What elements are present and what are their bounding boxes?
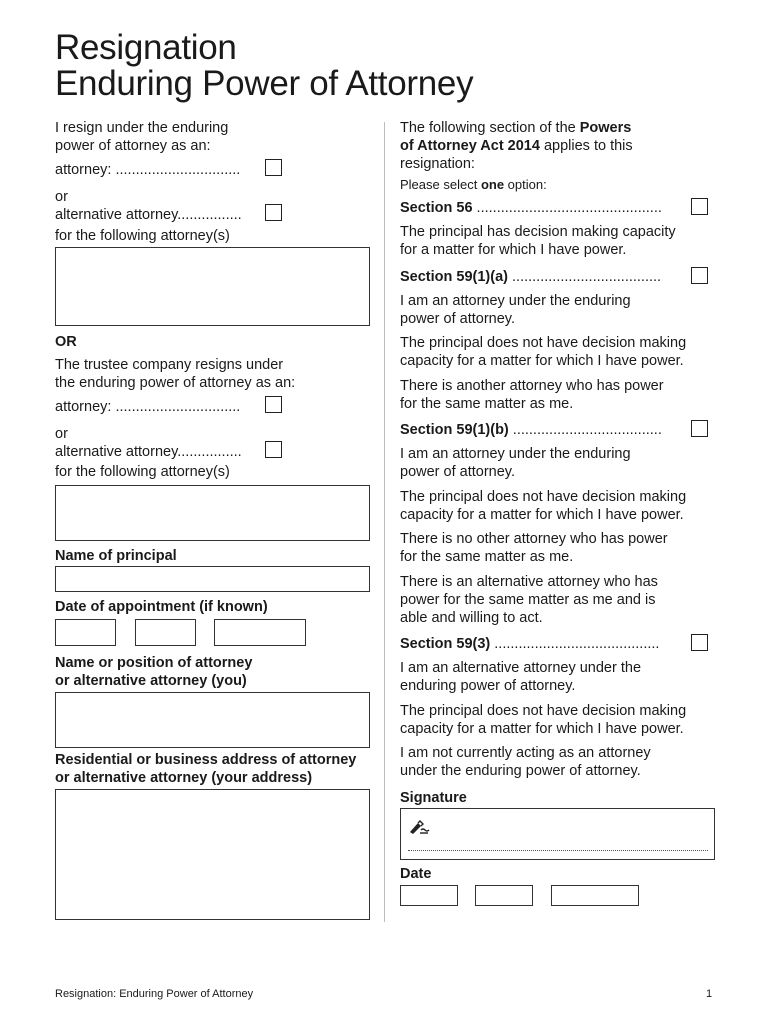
address-line-2: or alternative attorney (your address) bbox=[55, 770, 313, 786]
trustee-attorney-option-label: attorney: ............................... bbox=[55, 399, 241, 415]
name-position-line-2: or alternative attorney (you) bbox=[55, 673, 247, 689]
section-56-option bbox=[400, 199, 662, 217]
signature-field[interactable] bbox=[400, 808, 715, 860]
signature-label: Signature bbox=[400, 790, 467, 806]
pen-hand-icon bbox=[408, 819, 430, 835]
act-intro-text bbox=[400, 119, 633, 173]
page-title bbox=[55, 30, 473, 102]
address-label bbox=[55, 751, 356, 787]
section-56-heading: Section 56 bbox=[400, 200, 473, 216]
select-post: option: bbox=[504, 177, 547, 192]
intro-line-1: I resign under the enduring bbox=[55, 120, 229, 136]
s59-1b-p4-line-2: power for the same matter as me and is bbox=[400, 592, 656, 608]
trustee-for-following-attorneys-label: for the following attorney(s) bbox=[55, 464, 230, 480]
appointment-year-field[interactable] bbox=[214, 619, 306, 646]
s59-1a-p3-line-2: for the same matter as me. bbox=[400, 396, 574, 412]
appointment-day-field[interactable] bbox=[55, 619, 116, 646]
section-56-checkbox[interactable] bbox=[691, 198, 708, 215]
trustee-line-1: The trustee company resigns under bbox=[55, 357, 284, 373]
alternative-attorney-option-label: alternative attorney................ bbox=[55, 207, 242, 223]
s59-1b-p1-line-2: power of attorney. bbox=[400, 464, 515, 480]
date-of-appointment-label: Date of appointment (if known) bbox=[55, 599, 268, 615]
page-number: 1 bbox=[706, 988, 713, 1000]
section-59-1b-p2 bbox=[400, 488, 686, 524]
s59-3-p2-line-1: The principal does not have decision making bbox=[400, 703, 687, 719]
s59-1b-p2-line-2: capacity for a matter for which I have power. bbox=[400, 507, 684, 523]
following-attorneys-field[interactable] bbox=[55, 247, 370, 326]
section-59-3-p3 bbox=[400, 744, 651, 780]
section-59-3-heading: Section 59(3) bbox=[400, 636, 491, 652]
act-intro-line-2 bbox=[400, 137, 633, 155]
select-one-instruction bbox=[400, 176, 547, 194]
date-day-field[interactable] bbox=[400, 885, 458, 906]
for-following-attorneys-label: for the following attorney(s) bbox=[55, 228, 230, 244]
section-59-1b-option bbox=[400, 421, 662, 439]
act-intro-line-1-pre: The following section of the bbox=[400, 120, 580, 136]
date-year-field[interactable] bbox=[551, 885, 639, 906]
footer-title: Resignation: Enduring Power of Attorney bbox=[55, 988, 254, 1000]
s59-1b-p4-line-1: There is an alternative attorney who has bbox=[400, 574, 658, 590]
s59-1b-p1-line-1: I am an attorney under the enduring bbox=[400, 446, 631, 462]
act-intro-line-1 bbox=[400, 119, 633, 137]
s59-1a-p2-line-2: capacity for a matter for which I have power. bbox=[400, 353, 684, 369]
section-59-3-checkbox[interactable] bbox=[691, 634, 708, 651]
section-59-1b-p1 bbox=[400, 445, 631, 481]
section-56-dots: .............................................. bbox=[472, 200, 662, 216]
s59-3-p1-line-1: I am an alternative attorney under the bbox=[400, 660, 642, 676]
signature-line bbox=[408, 850, 708, 851]
section-59-3-p1 bbox=[400, 659, 641, 695]
select-pre: Please select bbox=[400, 177, 481, 192]
section-59-3-dots: ......................................... bbox=[490, 636, 660, 652]
section-59-1b-heading: Section 59(1)(b) bbox=[400, 422, 509, 438]
intro-line-2: power of attorney as an: bbox=[55, 138, 211, 154]
act-intro-line-1-bold: Powers bbox=[579, 120, 632, 136]
s59-1a-p1-line-1: I am an attorney under the enduring bbox=[400, 293, 631, 309]
section-59-1b-p4 bbox=[400, 573, 658, 627]
s59-3-p1-line-2: enduring power of attorney. bbox=[400, 678, 576, 694]
or-heading: OR bbox=[55, 334, 77, 350]
trustee-line-2: the enduring power of attorney as an: bbox=[55, 375, 296, 391]
trustee-or-label: or bbox=[55, 426, 68, 442]
s59-3-p3-line-2: under the enduring power of attorney. bbox=[400, 763, 641, 779]
name-position-line-1: Name or position of attorney bbox=[55, 655, 253, 671]
name-position-label bbox=[55, 654, 252, 690]
address-line-1: Residential or business address of attorney bbox=[55, 752, 357, 768]
or-label: or bbox=[55, 189, 68, 205]
trustee-alternative-attorney-checkbox[interactable] bbox=[265, 441, 282, 458]
act-name: of Attorney Act 2014 bbox=[400, 138, 540, 154]
s56-p1-line-2: for a matter for which I have power. bbox=[400, 242, 627, 258]
select-bold: one bbox=[480, 177, 505, 192]
act-intro-line-3: resignation: bbox=[400, 156, 475, 172]
s59-1b-p3-line-2: for the same matter as me. bbox=[400, 549, 574, 565]
section-59-1a-checkbox[interactable] bbox=[691, 267, 708, 284]
appointment-month-field[interactable] bbox=[135, 619, 196, 646]
section-59-1a-option bbox=[400, 268, 661, 286]
section-59-1b-checkbox[interactable] bbox=[691, 420, 708, 437]
s59-1a-p2-line-1: The principal does not have decision making bbox=[400, 335, 687, 351]
address-field[interactable] bbox=[55, 789, 370, 920]
section-59-1a-heading: Section 59(1)(a) bbox=[400, 269, 508, 285]
attorney-checkbox[interactable] bbox=[265, 159, 282, 176]
trustee-attorney-checkbox[interactable] bbox=[265, 396, 282, 413]
name-of-principal-label: Name of principal bbox=[55, 548, 177, 564]
section-56-text bbox=[400, 223, 676, 259]
s59-1b-p2-line-1: The principal does not have decision making bbox=[400, 489, 687, 505]
trustee-following-attorneys-field[interactable] bbox=[55, 485, 370, 541]
attorney-option-label: attorney: ............................... bbox=[55, 162, 241, 178]
section-59-3-p2 bbox=[400, 702, 686, 738]
date-label: Date bbox=[400, 866, 432, 882]
title-line-2: Enduring Power of Attorney bbox=[55, 64, 474, 103]
s59-1b-p3-line-1: There is no other attorney who has power bbox=[400, 531, 668, 547]
name-position-field[interactable] bbox=[55, 692, 370, 748]
section-59-1a-p2 bbox=[400, 334, 686, 370]
act-intro-line-2-post: applies to this bbox=[539, 138, 633, 154]
s59-1a-p1-line-2: power of attorney. bbox=[400, 311, 515, 327]
trustee-alternative-attorney-option-label: alternative attorney................ bbox=[55, 444, 242, 460]
section-59-1a-p3 bbox=[400, 377, 664, 413]
s56-p1-line-1: The principal has decision making capacity bbox=[400, 224, 676, 240]
trustee-text bbox=[55, 356, 295, 392]
title-line-1: Resignation bbox=[55, 28, 237, 67]
alternative-attorney-checkbox[interactable] bbox=[265, 204, 282, 221]
section-59-1b-p3 bbox=[400, 530, 668, 566]
date-month-field[interactable] bbox=[475, 885, 533, 906]
s59-1a-p3-line-1: There is another attorney who has power bbox=[400, 378, 664, 394]
name-of-principal-field[interactable] bbox=[55, 566, 370, 592]
s59-3-p3-line-1: I am not currently acting as an attorney bbox=[400, 745, 651, 761]
section-59-3-option bbox=[400, 635, 659, 653]
s59-1b-p4-line-3: able and willing to act. bbox=[400, 610, 543, 626]
section-59-1a-p1 bbox=[400, 292, 631, 328]
section-59-1b-dots: ..................................... bbox=[508, 422, 662, 438]
s59-3-p2-line-2: capacity for a matter for which I have power. bbox=[400, 721, 684, 737]
column-divider bbox=[384, 122, 385, 922]
section-59-1a-dots: ..................................... bbox=[507, 269, 662, 285]
intro-text bbox=[55, 119, 228, 155]
